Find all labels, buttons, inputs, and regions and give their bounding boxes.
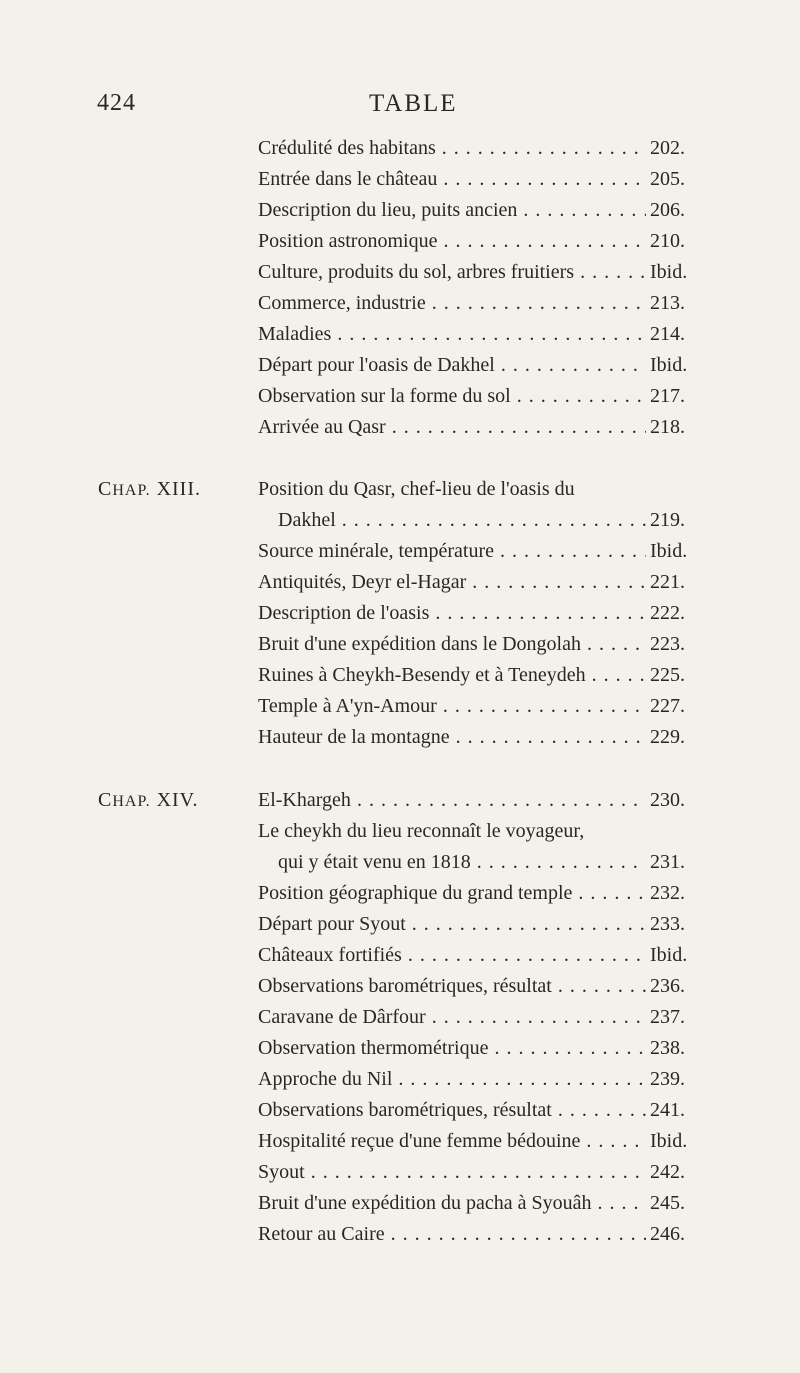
- entry-page: 242.: [650, 1161, 685, 1183]
- entry-page: 219.: [650, 509, 685, 531]
- chapter-heading-row: [0, 478, 800, 508]
- entry-text: Culture, produits du sol, arbres fruitiers . . .: [258, 261, 646, 284]
- entry-page: 246.: [650, 1223, 685, 1245]
- toc-entry: [0, 1068, 800, 1098]
- toc-entry: [0, 571, 800, 601]
- entry-page: 206.: [650, 199, 685, 221]
- entry-text: Observations barométriques, résultat . . .: [258, 1099, 646, 1122]
- entry-text: Approche du Nil . . .: [258, 1068, 646, 1091]
- entry-page: 225.: [650, 664, 685, 686]
- entry-text: Entrée dans le château . . .: [258, 168, 646, 191]
- toc-entry: [0, 168, 800, 198]
- entry-page: 231.: [650, 851, 685, 873]
- entry-page: 232.: [650, 882, 685, 904]
- toc-entry: [0, 1161, 800, 1191]
- entry-page: Ibid.: [650, 540, 688, 562]
- entry-page: 227.: [650, 695, 685, 717]
- entry-page: 238.: [650, 1037, 685, 1059]
- chapter-label: CHAP. XIII.: [98, 478, 202, 500]
- entry-page: 229.: [650, 726, 685, 748]
- toc-entry: [0, 820, 800, 850]
- entry-text: Bruit d'une expédition dans le Dongolah . . .: [258, 633, 646, 656]
- entry-text-continuation: Dakhel . . .: [278, 509, 646, 532]
- toc-entry: [0, 261, 800, 291]
- page-header: [0, 90, 800, 126]
- toc-entry: [0, 1099, 800, 1129]
- entry-page: Ibid.: [650, 261, 688, 283]
- page-number: 424: [97, 90, 136, 116]
- entry-page: 236.: [650, 975, 685, 997]
- toc-entry: [0, 354, 800, 384]
- entry-page: 223.: [650, 633, 685, 655]
- entry-text: Crédulité des habitans . . .: [258, 137, 646, 160]
- toc-entry: [0, 851, 800, 881]
- entry-page: 210.: [650, 230, 685, 252]
- toc-entry: [0, 664, 800, 694]
- toc-entry: [0, 695, 800, 725]
- entry-text: Source minérale, température . . .: [258, 540, 646, 563]
- entry-page: 233.: [650, 913, 685, 935]
- entry-page: Ibid.: [650, 1130, 688, 1152]
- toc-entry: [0, 602, 800, 632]
- entry-text: Position astronomique . . .: [258, 230, 646, 253]
- entry-text: Hospitalité reçue d'une femme bédouine . . .: [258, 1130, 646, 1153]
- toc-entry: [0, 913, 800, 943]
- entry-text: Le cheykh du lieu reconnaît le voyageur,: [258, 820, 585, 842]
- entry-text: Description du lieu, puits ancien . . .: [258, 199, 646, 222]
- entry-text: Hauteur de la montagne . . .: [258, 726, 646, 749]
- entry-text: Départ pour l'oasis de Dakhel . . .: [258, 354, 646, 377]
- toc-entry: [0, 975, 800, 1005]
- entry-text: Caravane de Dârfour . . .: [258, 1006, 646, 1029]
- entry-page: 221.: [650, 571, 685, 593]
- toc-entry: [0, 416, 800, 446]
- entry-page: 213.: [650, 292, 685, 314]
- toc-entry: [0, 540, 800, 570]
- entry-page: 205.: [650, 168, 685, 190]
- entry-text: Antiquités, Deyr el-Hagar . . .: [258, 571, 646, 594]
- entry-text: Position du Qasr, chef-lieu de l'oasis du: [258, 478, 575, 500]
- entry-text: Description de l'oasis . . .: [258, 602, 646, 625]
- toc-entry: [0, 230, 800, 260]
- entry-text: Commerce, industrie . . .: [258, 292, 646, 315]
- toc-entry: [0, 137, 800, 167]
- entry-text-continuation: qui y était venu en 1818 . . .: [278, 851, 646, 874]
- toc-entry: [0, 726, 800, 756]
- entry-text: Départ pour Syout . . .: [258, 913, 646, 936]
- chapter-label: CHAP. XIV.: [98, 789, 199, 811]
- toc-entry: [0, 1006, 800, 1036]
- entry-page: 237.: [650, 1006, 685, 1028]
- entry-page: 245.: [650, 1192, 685, 1214]
- toc-entry: [0, 385, 800, 415]
- entry-page: Ibid.: [650, 944, 688, 966]
- entry-text: El-Khargeh . . .: [258, 789, 646, 812]
- toc-entry: [0, 944, 800, 974]
- chapter-heading-row: [0, 789, 800, 819]
- running-title: TABLE: [369, 90, 458, 117]
- entry-page: 214.: [650, 323, 685, 345]
- entry-page: 217.: [650, 385, 685, 407]
- entry-page: Ibid.: [650, 354, 688, 376]
- entry-text: Position géographique du grand temple . . .: [258, 882, 646, 905]
- entry-text: Retour au Caire . . .: [258, 1223, 646, 1246]
- entry-text: Temple à A'yn-Amour . . .: [258, 695, 646, 718]
- toc-entry: [0, 1130, 800, 1160]
- entry-text: Maladies . . .: [258, 323, 646, 346]
- entry-text: Observation thermométrique . . .: [258, 1037, 646, 1060]
- toc-entry: [0, 509, 800, 539]
- entry-page: 218.: [650, 416, 685, 438]
- entry-text: Observations barométriques, résultat . . .: [258, 975, 646, 998]
- entry-page: 241.: [650, 1099, 685, 1121]
- toc-entry: [0, 1037, 800, 1067]
- entry-page: 222.: [650, 602, 685, 624]
- entry-page: 202.: [650, 137, 685, 159]
- toc-entry: [0, 1192, 800, 1222]
- toc-entry: [0, 323, 800, 353]
- toc-entry: [0, 633, 800, 663]
- toc-entry: [0, 199, 800, 229]
- entry-text: Arrivée au Qasr . . .: [258, 416, 646, 439]
- entry-text: Bruit d'une expédition du pacha à Syouâh . . .: [258, 1192, 646, 1215]
- entry-text: Ruines à Cheykh-Besendy et à Teneydeh . . .: [258, 664, 646, 687]
- toc-entry: [0, 292, 800, 322]
- entry-text: Observation sur la forme du sol . . .: [258, 385, 646, 408]
- entry-page: 230.: [650, 789, 685, 811]
- toc-entry: [0, 882, 800, 912]
- entry-page: 239.: [650, 1068, 685, 1090]
- toc-entry: [0, 1223, 800, 1253]
- entry-text: Châteaux fortifiés . . .: [258, 944, 646, 967]
- entry-text: Syout . . .: [258, 1161, 646, 1184]
